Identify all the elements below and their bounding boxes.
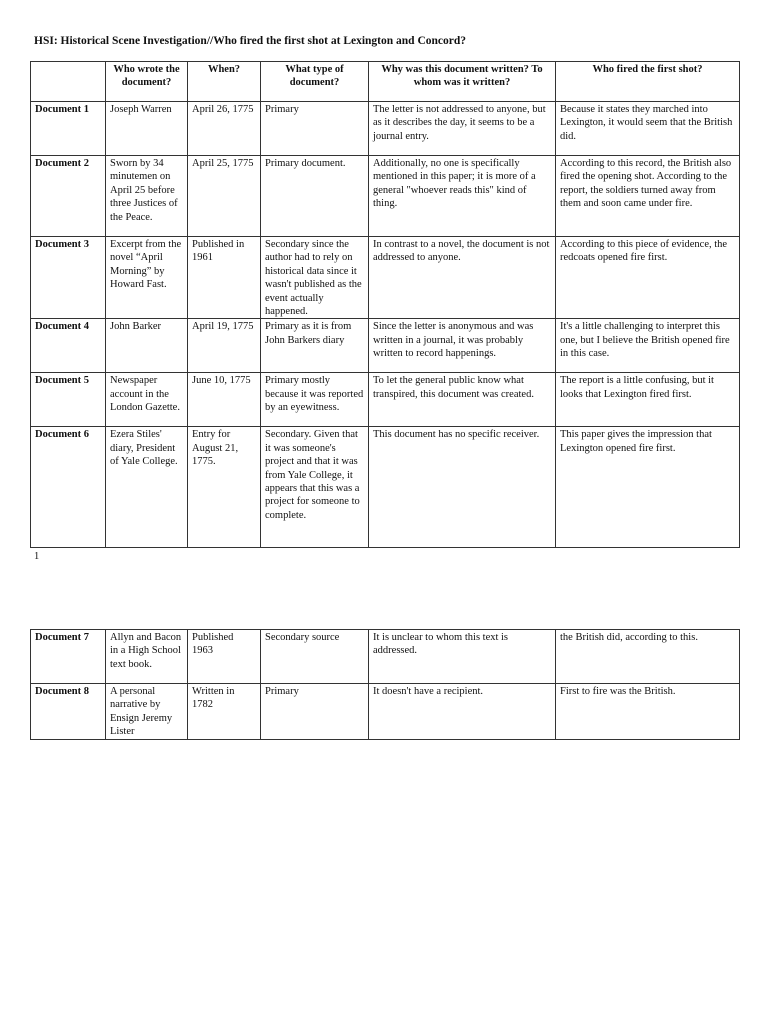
doc-label: Document 4: [31, 319, 106, 373]
header-row: [31, 62, 740, 102]
investigation-table: [30, 61, 740, 548]
doc-label: Document 8: [31, 684, 106, 740]
cell-who-fired: The report is a little confusing, but it looks that Lexington fired first.: [556, 373, 740, 427]
cell-when: April 26, 1775: [188, 102, 261, 156]
table-row: [31, 156, 740, 237]
table-row: [31, 319, 740, 373]
cell-type: Secondary since the author had to rely on historical data since it wasn't published as the event actually happened.: [261, 237, 369, 319]
cell-author: A personal narrative by Ensign Jeremy Lister: [106, 684, 188, 740]
cell-who-fired: Because it states they marched into Lexington, it would seem that the British did.: [556, 102, 740, 156]
cell-author: Allyn and Bacon in a High School text book.: [106, 630, 188, 684]
cell-author: Joseph Warren: [106, 102, 188, 156]
investigation-table-continued: [30, 629, 740, 740]
doc-label: Document 6: [31, 427, 106, 548]
cell-why: It is unclear to whom this text is addressed.: [369, 630, 556, 684]
cell-when: June 10, 1775: [188, 373, 261, 427]
doc-label: Document 7: [31, 630, 106, 684]
header-when: When?: [188, 62, 261, 102]
cell-type: Primary: [261, 684, 369, 740]
table-row: [31, 373, 740, 427]
cell-type: Primary as it is from John Barkers diary: [261, 319, 369, 373]
cell-why: It doesn't have a recipient.: [369, 684, 556, 740]
cell-who-fired: According to this record, the British also fired the opening shot. According to the report, the soldiers turned away from them and soon came under fire.: [556, 156, 740, 237]
header-why: Why was this document written? To whom was it written?: [369, 62, 556, 102]
header-cell-empty: [31, 62, 106, 102]
cell-when: April 25, 1775: [188, 156, 261, 237]
cell-who-fired: the British did, according to this.: [556, 630, 740, 684]
cell-type: Secondary. Given that it was someone's project and that it was from Yale College, it appears that this was a project for someone to complete.: [261, 427, 369, 548]
cell-author: John Barker: [106, 319, 188, 373]
cell-why: Additionally, no one is specifically mentioned in this paper; it is more of a general "whoever reads this" kind of thing.: [369, 156, 556, 237]
cell-type: Primary mostly because it was reported by an eyewitness.: [261, 373, 369, 427]
page-title: HSI: Historical Scene Investigation//Who fired the first shot at Lexington and Concord?: [34, 35, 467, 47]
cell-why: This document has no specific receiver.: [369, 427, 556, 548]
doc-label: Document 3: [31, 237, 106, 319]
cell-type: Secondary source: [261, 630, 369, 684]
cell-when: Published 1963: [188, 630, 261, 684]
cell-who-fired: According to this piece of evidence, the redcoats opened fire first.: [556, 237, 740, 319]
cell-type: Primary document.: [261, 156, 369, 237]
cell-author: Ezera Stiles' diary, President of Yale College.: [106, 427, 188, 548]
table-row: [31, 427, 740, 548]
cell-author: Excerpt from the novel “April Morning” by Howard Fast.: [106, 237, 188, 319]
cell-when: April 19, 1775: [188, 319, 261, 373]
cell-author: Newspaper account in the London Gazette.: [106, 373, 188, 427]
cell-who-fired: First to fire was the British.: [556, 684, 740, 740]
cell-when: Entry for August 21, 1775.: [188, 427, 261, 548]
cell-who-fired: This paper gives the impression that Lexington opened fire first.: [556, 427, 740, 548]
page-number: 1: [34, 551, 40, 562]
cell-why: The letter is not addressed to anyone, but as it describes the day, it seems to be a journal entry.: [369, 102, 556, 156]
doc-label: Document 1: [31, 102, 106, 156]
cell-why: To let the general public know what transpired, this document was created.: [369, 373, 556, 427]
cell-type: Primary: [261, 102, 369, 156]
table-row: [31, 102, 740, 156]
header-who-fired: Who fired the first shot?: [556, 62, 740, 102]
table-row: [31, 630, 740, 684]
cell-when: Published in 1961: [188, 237, 261, 319]
cell-why: In contrast to a novel, the document is not addressed to anyone.: [369, 237, 556, 319]
doc-label: Document 2: [31, 156, 106, 237]
table-row: [31, 237, 740, 319]
cell-author: Sworn by 34 minutemen on April 25 before three Justices of the Peace.: [106, 156, 188, 237]
cell-why: Since the letter is anonymous and was written in a journal, it was probably written to record happenings.: [369, 319, 556, 373]
table-row: [31, 684, 740, 740]
cell-when: Written in 1782: [188, 684, 261, 740]
header-type: What type of document?: [261, 62, 369, 102]
header-author: Who wrote the document?: [106, 62, 188, 102]
doc-label: Document 5: [31, 373, 106, 427]
cell-who-fired: It's a little challenging to interpret this one, but I believe the British opened fire in this case.: [556, 319, 740, 373]
